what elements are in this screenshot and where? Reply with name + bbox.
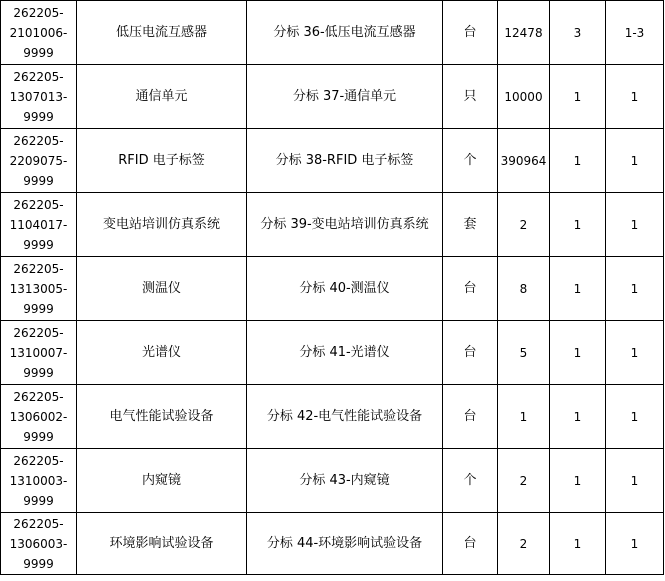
column-7-cell: 1 [606,65,664,129]
table-row [1,321,664,385]
item-code-line-1: 262205- [13,453,64,468]
column-6-cell: 1 [550,65,606,129]
item-code-line-3: 9999 [23,45,54,60]
item-name-cell: RFID 电子标签 [77,129,247,193]
item-code-cell [1,129,77,193]
column-7-cell: 1 [606,129,664,193]
quantity-cell: 2 [498,449,550,513]
item-code-line-1: 262205- [13,325,64,340]
item-code-cell [1,1,77,65]
lot-name-cell: 分标 42-电气性能试验设备 [247,385,443,449]
item-code-line-1: 262205- [13,261,64,276]
table-row [1,513,664,575]
item-name-cell: 电气性能试验设备 [77,385,247,449]
item-code-line-3: 9999 [23,429,54,444]
table-row [1,65,664,129]
unit-cell: 只 [443,65,498,129]
column-7-cell: 1 [606,449,664,513]
item-code-line-3: 9999 [23,109,54,124]
item-code-line-1: 262205- [13,516,64,531]
item-code-line-2: 2101006- [9,25,68,40]
item-name-cell: 低压电流互感器 [77,1,247,65]
unit-cell: 台 [443,1,498,65]
item-code-line-2: 1307013- [9,89,68,104]
quantity-cell: 5 [498,321,550,385]
item-code-line-3: 9999 [23,237,54,252]
column-7-cell: 1 [606,385,664,449]
quantity-cell: 1 [498,385,550,449]
item-code-line-2: 1310003- [9,473,68,488]
quantity-cell: 10000 [498,65,550,129]
item-code-line-1: 262205- [13,197,64,212]
lot-name-cell: 分标 36-低压电流互感器 [247,1,443,65]
column-6-cell: 1 [550,385,606,449]
unit-cell: 个 [443,129,498,193]
lot-name-cell: 分标 41-光谱仪 [247,321,443,385]
item-name-cell: 环境影响试验设备 [77,513,247,575]
column-6-cell: 1 [550,257,606,321]
item-code-cell [1,65,77,129]
lot-name-cell: 分标 37-通信单元 [247,65,443,129]
lot-name-cell: 分标 40-测温仪 [247,257,443,321]
item-code-line-3: 9999 [23,556,54,571]
quantity-cell: 2 [498,513,550,575]
quantity-cell: 2 [498,193,550,257]
column-7-cell: 1 [606,257,664,321]
column-6-cell: 1 [550,321,606,385]
unit-cell: 台 [443,385,498,449]
unit-cell: 台 [443,257,498,321]
item-code-line-3: 9999 [23,365,54,380]
item-code-line-2: 1104017- [9,217,68,232]
item-code-line-3: 9999 [23,173,54,188]
quantity-cell: 390964 [498,129,550,193]
item-name-cell: 测温仪 [77,257,247,321]
item-code-line-1: 262205- [13,389,64,404]
column-6-cell: 1 [550,193,606,257]
column-6-cell: 1 [550,449,606,513]
item-code-line-2: 1313005- [9,281,68,296]
table-row [1,1,664,65]
column-6-cell: 1 [550,513,606,575]
item-code-line-1: 262205- [13,133,64,148]
item-code-cell [1,449,77,513]
column-7-cell: 1 [606,193,664,257]
item-code-cell [1,257,77,321]
item-name-cell: 变电站培训仿真系统 [77,193,247,257]
item-code-line-3: 9999 [23,493,54,508]
unit-cell: 个 [443,449,498,513]
unit-cell: 套 [443,193,498,257]
table-body [1,1,664,575]
table-row [1,193,664,257]
item-code-line-2: 1306003- [9,536,68,551]
item-code-cell [1,321,77,385]
quantity-cell: 12478 [498,1,550,65]
column-7-cell: 1 [606,513,664,575]
table-row [1,385,664,449]
item-code-line-1: 262205- [13,5,64,20]
column-6-cell: 1 [550,129,606,193]
unit-cell: 台 [443,321,498,385]
item-code-line-2: 2209075- [9,153,68,168]
column-7-cell: 1 [606,321,664,385]
lot-name-cell: 分标 38-RFID 电子标签 [247,129,443,193]
item-code-cell [1,513,77,575]
item-code-cell [1,193,77,257]
item-name-cell: 通信单元 [77,65,247,129]
item-code-line-2: 1306002- [9,409,68,424]
item-name-cell: 内窥镜 [77,449,247,513]
item-code-line-3: 9999 [23,301,54,316]
table-row [1,449,664,513]
lot-name-cell: 分标 43-内窥镜 [247,449,443,513]
column-7-cell: 1-3 [606,1,664,65]
column-6-cell: 3 [550,1,606,65]
item-code-cell [1,385,77,449]
item-code-line-1: 262205- [13,69,64,84]
item-code-line-2: 1310007- [9,345,68,360]
table-row [1,129,664,193]
item-name-cell: 光谱仪 [77,321,247,385]
lot-name-cell: 分标 44-环境影响试验设备 [247,513,443,575]
quantity-cell: 8 [498,257,550,321]
table-row [1,257,664,321]
lot-name-cell: 分标 39-变电站培训仿真系统 [247,193,443,257]
unit-cell: 台 [443,513,498,575]
